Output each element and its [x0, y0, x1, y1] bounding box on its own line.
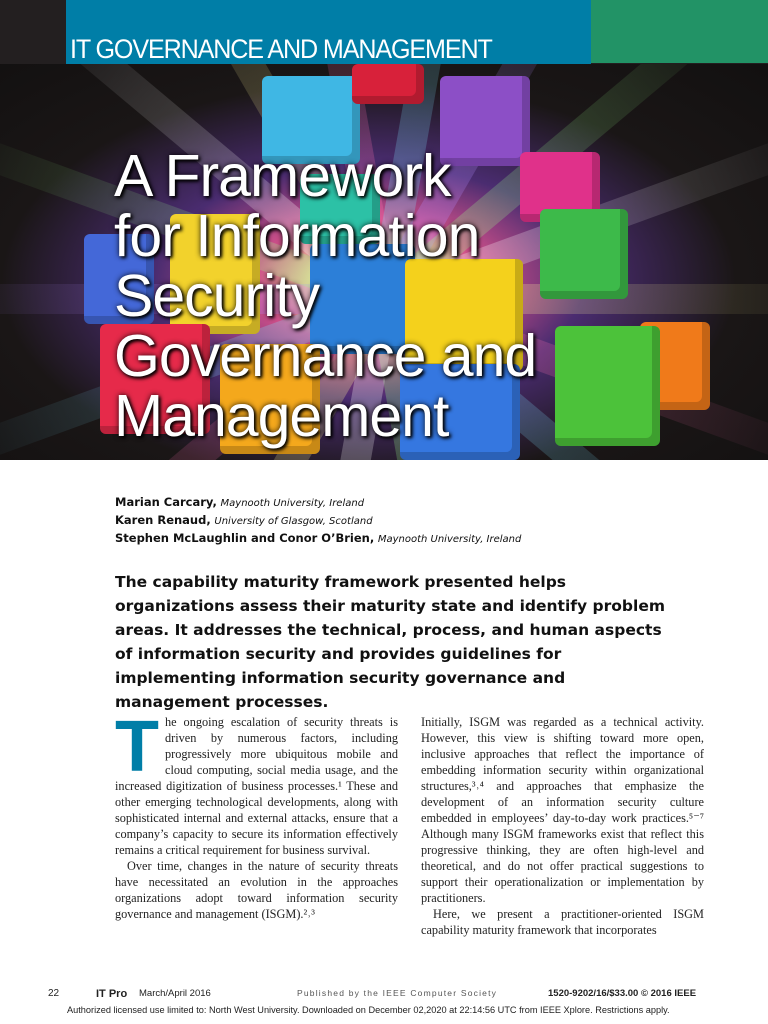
author-name: Karen Renaud, — [115, 513, 211, 527]
author-affiliation: University of Glasgow, Scotland — [214, 516, 373, 527]
author — [115, 512, 521, 530]
journal-name: IT Pro — [96, 988, 128, 1000]
author-affiliation: Maynooth University, Ireland — [220, 498, 365, 509]
cube-chart-icon — [352, 64, 424, 104]
cube-chat-icon — [555, 326, 660, 446]
title-line: Governance and — [114, 323, 537, 389]
abstract: The capability maturity framework presented helps organizations assess their maturity state and identify problem areas. It addresses the technical, process, and human aspects of information security and provides guidelines for implementing information security governance and management processes. — [115, 573, 665, 711]
title-line: Management — [114, 383, 449, 449]
section-label: IT GOVERNANCE AND MANAGEMENT — [70, 34, 492, 64]
title-line: for Information — [114, 203, 480, 269]
article-title — [114, 143, 537, 449]
title-line: A Framework — [114, 143, 451, 209]
paragraph: Initially, ISGM was regarded as a technical activity. However, this view is shifting toward more open, inclusive approaches that reflect the importance of embedding information security within organizational structures,³˒⁴ and approaches that emphasize the development of an information security culture embedded in employees’ day-to-day work practices.⁵⁻⁷ Although many ISGM frameworks exist that reflect this progressive thinking, they are often high-level and theoretical, and do not offer practical suggestions to support their operationalization or implementation by practitioners. — [421, 715, 704, 905]
publisher: Published by the IEEE Computer Society — [297, 988, 498, 998]
paragraph — [115, 707, 398, 858]
body-column-right — [421, 714, 704, 938]
author — [115, 494, 521, 512]
author-affiliation: Maynooth University, Ireland — [377, 534, 522, 545]
license-notice: Authorized licensed use limited to: North West University. Downloaded on December 02,2020 at 22:14:56 UTC from IEEE Xplore. Restrictions apply. — [67, 1005, 670, 1015]
author-name: Marian Carcary, — [115, 495, 217, 509]
body-column-left — [115, 707, 398, 922]
paragraph: Here, we present a practitioner-oriented ISGM capability maturity framework that incorporates — [421, 907, 704, 937]
cube-green-icon — [540, 209, 628, 299]
page-number: 22 — [48, 988, 60, 999]
paragraph-text: he ongoing escalation of security threats is driven by numerous factors, including progressively more ubiquitous mobile and cloud computing, social media usage, and the increased digitization of business processes.¹ These and other emerging technological developments, along with sophisticated internal and external attacks, ensure that a company’s capacity to secure its information effectively remains a critical requirement for business survival. — [115, 715, 398, 857]
header-accent — [591, 0, 768, 63]
title-line: Security — [114, 263, 320, 329]
copyright: 1520-9202/16/$33.00 © 2016 IEEE — [548, 988, 697, 999]
author-list — [115, 494, 521, 548]
author — [115, 530, 521, 548]
drop-cap: T — [115, 707, 159, 787]
issue-date: March/April 2016 — [139, 988, 211, 999]
author-name: Stephen McLaughlin and Conor O’Brien, — [115, 531, 375, 545]
paragraph: Over time, changes in the nature of security threats have necessitated an evolution in the approaches organizations adopt toward information security governance and management (ISGM).²˒³ — [115, 859, 398, 921]
